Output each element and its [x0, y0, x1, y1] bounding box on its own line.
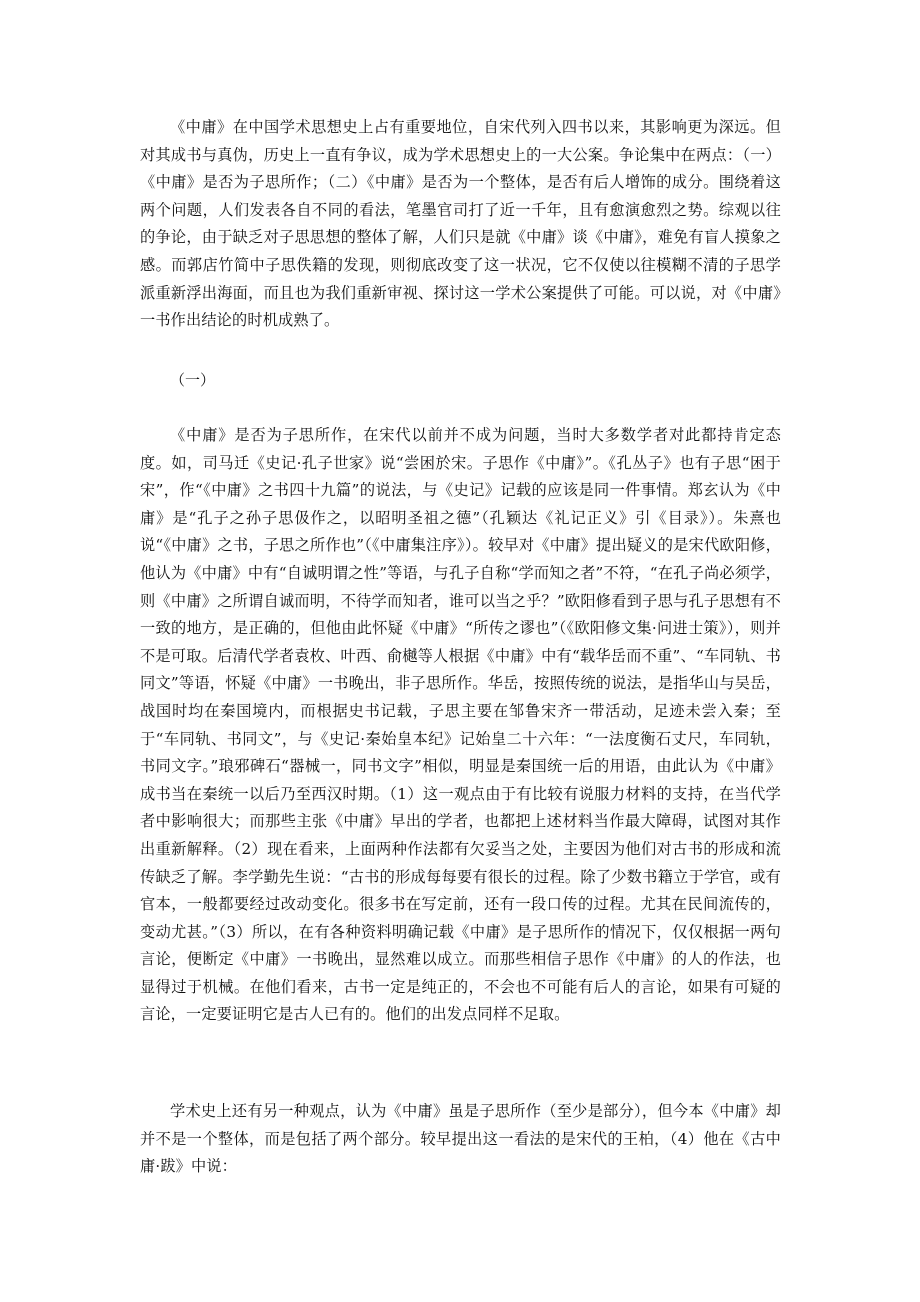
section-heading: （一）	[170, 371, 216, 389]
intro-paragraph: 《中庸》在中国学术思想史上占有重要地位，自宋代列入四书以来，其影响更为深远。但对其成书与真伪，历史上一直有争议，成为学术思想史上的一大公案。争论集中在两点：（一）《中庸》是否为子思所作；（二）《中庸》是否为一个整体，是否有后人增饰的成分。围绕着这两个问题，人们发表各自不同的看法，笔墨官司打了近一千年，且有愈演愈烈之势。综观以往的争论，由于缺乏对子思思想的整体了解，人们只是就《中庸》谈《中庸》，难免有盲人摸象之感。而郭店竹简中子思佚籍的发现，则彻底改变了这一状况，它不仅使以往模糊不清的子思学派重新浮出海面，而且也为我们重新审视、探讨这一学术公案提供了可能。可以说，对《中庸》一书作出结论的时机成熟了。	[140, 118, 781, 330]
body-paragraph: 学术史上还有另一种观点，认为《中庸》虽是子思所作（至少是部分），但今本《中庸》却并不是一个整体，而是包括了两个部分。较早提出这一看法的是宋代的王柏，（4）他在《古中庸·跋》中说：	[140, 1102, 781, 1176]
body-paragraph: 《中庸》是否为子思所作，在宋代以前并不成为问题，当时大多数学者对此都持肯定态度。如，司马迁《史记·孔子世家》说“尝困於宋。子思作《中庸》”。《孔丛子》也有子思“困于宋”，作“《中庸》之书四十九篇”的说法，与《史记》记载的应该是同一件事情。郑玄认为《中庸》是“孔子之孙子思伋作之，以昭明圣祖之德”（孔颖达《礼记正义》引《目录》）。朱熹也说“《中庸》之书，子思之所作也”（《中庸集注序》）。较早对《中庸》提出疑义的是宋代欧阳修，他认为《中庸》中有“自诚明谓之性”等语，与孔子自称“学而知之者”不符，“在孔子尚必须学，则《中庸》之所谓自诚而明，不待学而知者，谁可以当之乎？”欧阳修看到子思与孔子思想有不一致的地方，是正确的，但他由此怀疑《中庸》“所传之谬也”（《欧阳修文集·问进士策》），则并不是可取。后清代学者袁枚、叶西、俞樾等人根据《中庸》中有“载华岳而不重”、“车同轨、书同文”等语，怀疑《中庸》一书晚出，非子思所作。华岳，按照传统的说法，是指华山与吴岳，战国时均在秦国境内，而根据史书记载，子思主要在邹鲁宋齐一带活动，足迹未尝入秦；至于“车同轨、书同文”，与《史记·秦始皇本纪》记始皇二十六年：“一法度衡石丈尺，车同轨，书同文字。”琅邪碑石“器械一，同书文字”相似，明显是秦国统一后的用语，由此认为《中庸》成书当在秦统一以后乃至西汉时期。（1）这一观点由于有比较有说服力材料的支持，在当代学者中影响很大；而那些主张《中庸》早出的学者，也都把上述材料当作最大障碍，试图对其作出重新解释。（2）现在看来，上面两种作法都有欠妥当之处，主要因为他们对古书的形成和流传缺乏了解。李学勤先生说：“古书的形成每每要有很长的过程。除了少数书籍立于学官，或有官本，一般都要经过改动变化。很多书在写定前，还有一段口传的过程。尤其在民间流传的，变动尤甚。”（3）所以，在有各种资料明确记载《中庸》是子思所作的情况下，仅仅根据一两句言论，便断定《中庸》一书晚出，显然难以成立。而那些相信子思作《中庸》的人的作法，也显得过于机械。在他们看来，古书一定是纯正的，不会也不可能有后人的言论，如果有可疑的言论，一定要证明它是古人已有的。他们的出发点同样不足取。	[140, 426, 781, 1024]
